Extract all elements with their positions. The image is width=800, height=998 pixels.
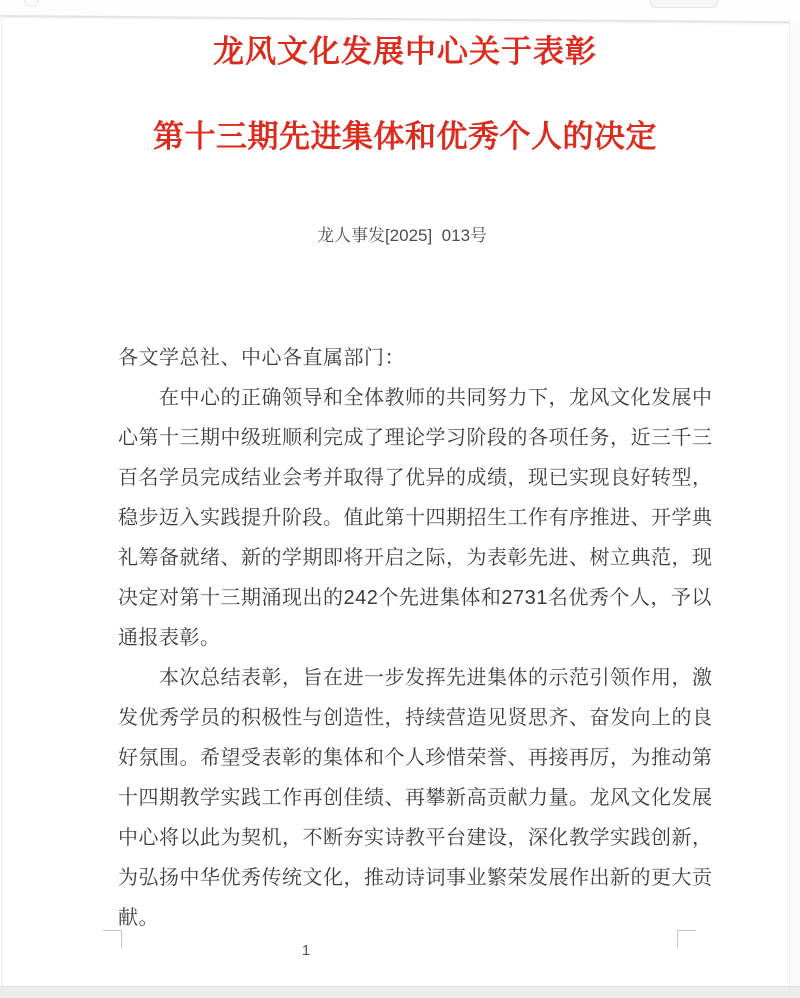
page-right-edge xyxy=(789,20,790,986)
salutation-line: 各文学总社、中心各直属部门： xyxy=(118,347,405,369)
body-line: 本次总结表彰，旨在进一步发挥先进集体的示范引领作用，激 xyxy=(159,667,713,689)
doc-title-line-2: 第十三期先进集体和优秀个人的决定 xyxy=(153,119,657,154)
page-left-edge xyxy=(1,16,3,986)
body-line: 百名学员完成结业会考并取得了优异的成绩，现已实现良好转型， xyxy=(118,467,713,489)
body-line: 中心将以此为契机，不断夯实诗教平台建设，深化教学实践创新， xyxy=(118,827,713,849)
body-line: 决定对第十三期涌现出的242个先进集体和2731名优秀个人，予以 xyxy=(118,587,712,609)
body-line: 稳步迈入实践提升阶段。值此第十四期招生工作有序推进、开学典 xyxy=(118,507,713,529)
page-right-gutter xyxy=(790,20,800,986)
body-line: 十四期教学实践工作再创佳绩、再攀新高贡献力量。龙风文化发展 xyxy=(118,787,713,809)
doc-title-line-1: 龙风文化发展中心关于表彰 xyxy=(213,34,597,69)
body-line: 礼筹备就绪、新的学期即将开启之际，为表彰先进、树立典范，现 xyxy=(118,547,713,569)
top-right-ui-artifact xyxy=(650,0,718,8)
footer-bar xyxy=(0,986,800,998)
body-line: 心第十三期中级班顺利完成了理论学习阶段的各项任务，近三千三 xyxy=(118,427,713,449)
doc-number: 龙人事发[2025] 013号 xyxy=(316,226,488,245)
body-line: 献。 xyxy=(118,907,159,929)
body-line: 通报表彰。 xyxy=(118,627,221,649)
page-number: 1 xyxy=(301,942,311,959)
body-line: 在中心的正确领导和全体教师的共同努力下，龙风文化发展中 xyxy=(159,387,713,409)
page-top-edge xyxy=(0,15,800,23)
margin-corner-mark-right xyxy=(677,930,696,948)
body-paragraphs xyxy=(118,378,718,938)
body-line: 发优秀学员的积极性与创造性，持续营造见贤思齐、奋发向上的良 xyxy=(118,707,713,729)
body-line: 好氛围。希望受表彰的集体和个人珍惜荣誉、再接再厉，为推动第 xyxy=(118,747,713,769)
body-line: 为弘扬中华优秀传统文化，推动诗词事业繁荣发展作出新的更大贡 xyxy=(118,867,713,889)
